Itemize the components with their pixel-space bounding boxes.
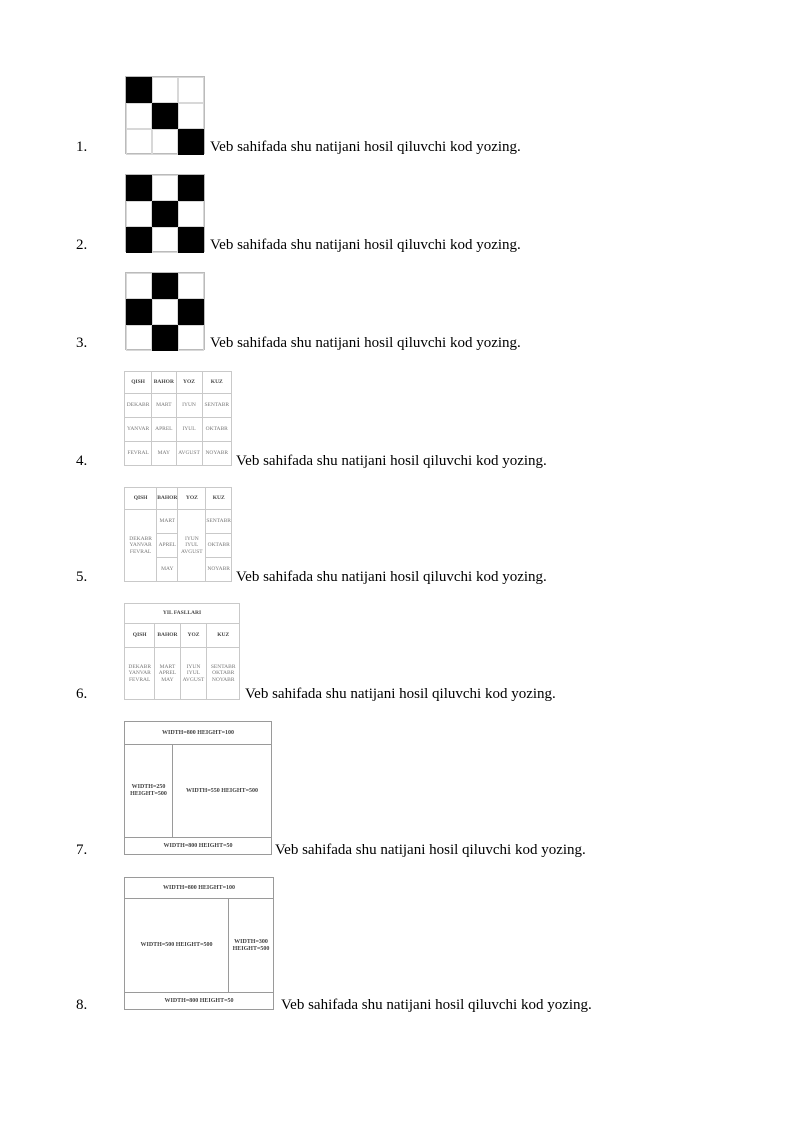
black-cell bbox=[178, 227, 204, 253]
white-cell bbox=[152, 175, 178, 201]
white-cell bbox=[178, 77, 204, 103]
item-number: 8. bbox=[76, 997, 88, 1013]
item-number: 2. bbox=[76, 237, 88, 253]
seasons-table-6 bbox=[124, 603, 240, 700]
table-cell: FEVRAL bbox=[125, 442, 152, 466]
white-cell bbox=[178, 325, 204, 351]
checker-grid-2 bbox=[125, 174, 205, 252]
table-cell: SENTABR OKTABR NOYABR bbox=[207, 648, 240, 700]
item-number: 7. bbox=[76, 842, 88, 858]
white-cell bbox=[152, 129, 178, 155]
table-cell: MART bbox=[157, 510, 178, 534]
white-cell bbox=[152, 299, 178, 325]
task-text: Veb sahifada shu natijani hosil qiluvchi kod yozing. bbox=[281, 997, 592, 1013]
task-text: Veb sahifada shu natijani hosil qiluvchi kod yozing. bbox=[236, 569, 547, 585]
item-number: 1. bbox=[76, 139, 88, 155]
header-cell: KUZ bbox=[202, 372, 231, 394]
header-cell: YOZ bbox=[178, 488, 206, 510]
table-cell: NOYABR bbox=[206, 558, 232, 582]
table-cell: APREL bbox=[157, 534, 178, 558]
item-number: 4. bbox=[76, 453, 88, 469]
black-cell bbox=[126, 175, 152, 201]
table-caption: YIL FASLLARI bbox=[125, 604, 240, 624]
table-cell: NOYABR bbox=[202, 442, 231, 466]
table-cell: SENTABR bbox=[202, 394, 231, 418]
table-cell: MART APREL MAY bbox=[155, 648, 180, 700]
layout-header: WIDTH=800 HEIGHT=100 bbox=[125, 878, 273, 899]
table-cell: IYUN IYUL AVGUST bbox=[178, 510, 206, 582]
layout-diagram-7 bbox=[124, 721, 272, 855]
header-cell: KUZ bbox=[207, 624, 240, 648]
black-cell bbox=[152, 103, 178, 129]
task-text: Veb sahifada shu natijani hosil qiluvchi kod yozing. bbox=[236, 453, 547, 469]
checker-grid-1 bbox=[125, 76, 205, 154]
item-number: 6. bbox=[76, 686, 88, 702]
layout-footer: WIDTH=800 HEIGHT=50 bbox=[125, 837, 271, 854]
table-cell: IYUN bbox=[176, 394, 202, 418]
table-cell: IYUL bbox=[176, 418, 202, 442]
black-cell bbox=[126, 77, 152, 103]
checker-grid-3 bbox=[125, 272, 205, 350]
task-text: Veb sahifada shu natijani hosil qiluvchi kod yozing. bbox=[210, 237, 521, 253]
header-cell: BAHOR bbox=[157, 488, 178, 510]
layout-right-column: WIDTH=550 HEIGHT=500 bbox=[185, 787, 258, 794]
header-cell: QISH bbox=[125, 372, 152, 394]
white-cell bbox=[178, 103, 204, 129]
header-cell: BAHOR bbox=[152, 372, 176, 394]
white-cell bbox=[126, 103, 152, 129]
white-cell bbox=[126, 273, 152, 299]
black-cell bbox=[152, 273, 178, 299]
table-cell: DEKABR YANVAR FEVRAL bbox=[125, 510, 157, 582]
black-cell bbox=[126, 299, 152, 325]
task-text: Veb sahifada shu natijani hosil qiluvchi kod yozing. bbox=[275, 842, 586, 858]
table-cell: MAY bbox=[152, 442, 176, 466]
black-cell bbox=[178, 175, 204, 201]
table-cell: YANVAR bbox=[125, 418, 152, 442]
table-cell: OKTABR bbox=[206, 534, 232, 558]
black-cell bbox=[178, 129, 204, 155]
header-cell: BAHOR bbox=[155, 624, 180, 648]
layout-right-column: WIDTH=300 HEIGHT=500 bbox=[232, 938, 270, 952]
white-cell bbox=[126, 325, 152, 351]
layout-left-column: WIDTH=250 HEIGHT=500 bbox=[125, 745, 173, 837]
black-cell bbox=[152, 325, 178, 351]
layout-footer: WIDTH=800 HEIGHT=50 bbox=[125, 992, 273, 1009]
header-cell: KUZ bbox=[206, 488, 232, 510]
layout-header: WIDTH=800 HEIGHT=100 bbox=[125, 722, 271, 745]
header-cell: YOZ bbox=[180, 624, 207, 648]
task-text: Veb sahifada shu natijani hosil qiluvchi kod yozing. bbox=[245, 686, 556, 702]
table-cell: DEKABR bbox=[125, 394, 152, 418]
layout-diagram-8 bbox=[124, 877, 274, 1010]
table-cell: OKTABR bbox=[202, 418, 231, 442]
black-cell bbox=[126, 227, 152, 253]
black-cell bbox=[178, 299, 204, 325]
white-cell bbox=[178, 273, 204, 299]
header-cell: QISH bbox=[125, 624, 155, 648]
task-text: Veb sahifada shu natijani hosil qiluvchi kod yozing. bbox=[210, 335, 521, 351]
white-cell bbox=[126, 201, 152, 227]
table-cell: AVGUST bbox=[176, 442, 202, 466]
item-number: 5. bbox=[76, 569, 88, 585]
item-number: 3. bbox=[76, 335, 88, 351]
header-cell: YOZ bbox=[176, 372, 202, 394]
seasons-table-4 bbox=[124, 371, 232, 466]
white-cell bbox=[178, 201, 204, 227]
table-cell: SENTABR bbox=[206, 510, 232, 534]
seasons-table-5 bbox=[124, 487, 232, 582]
layout-left-column: WIDTH=500 HEIGHT=500 bbox=[125, 899, 229, 992]
table-cell: IYUN IYUL AVGUST bbox=[180, 648, 207, 700]
black-cell bbox=[152, 201, 178, 227]
table-cell: MAY bbox=[157, 558, 178, 582]
table-cell: DEKABR YANVAR FEVRAL bbox=[125, 648, 155, 700]
table-cell: APREL bbox=[152, 418, 176, 442]
white-cell bbox=[152, 77, 178, 103]
white-cell bbox=[152, 227, 178, 253]
task-text: Veb sahifada shu natijani hosil qiluvchi kod yozing. bbox=[210, 139, 521, 155]
table-cell: MART bbox=[152, 394, 176, 418]
white-cell bbox=[126, 129, 152, 155]
header-cell: QISH bbox=[125, 488, 157, 510]
